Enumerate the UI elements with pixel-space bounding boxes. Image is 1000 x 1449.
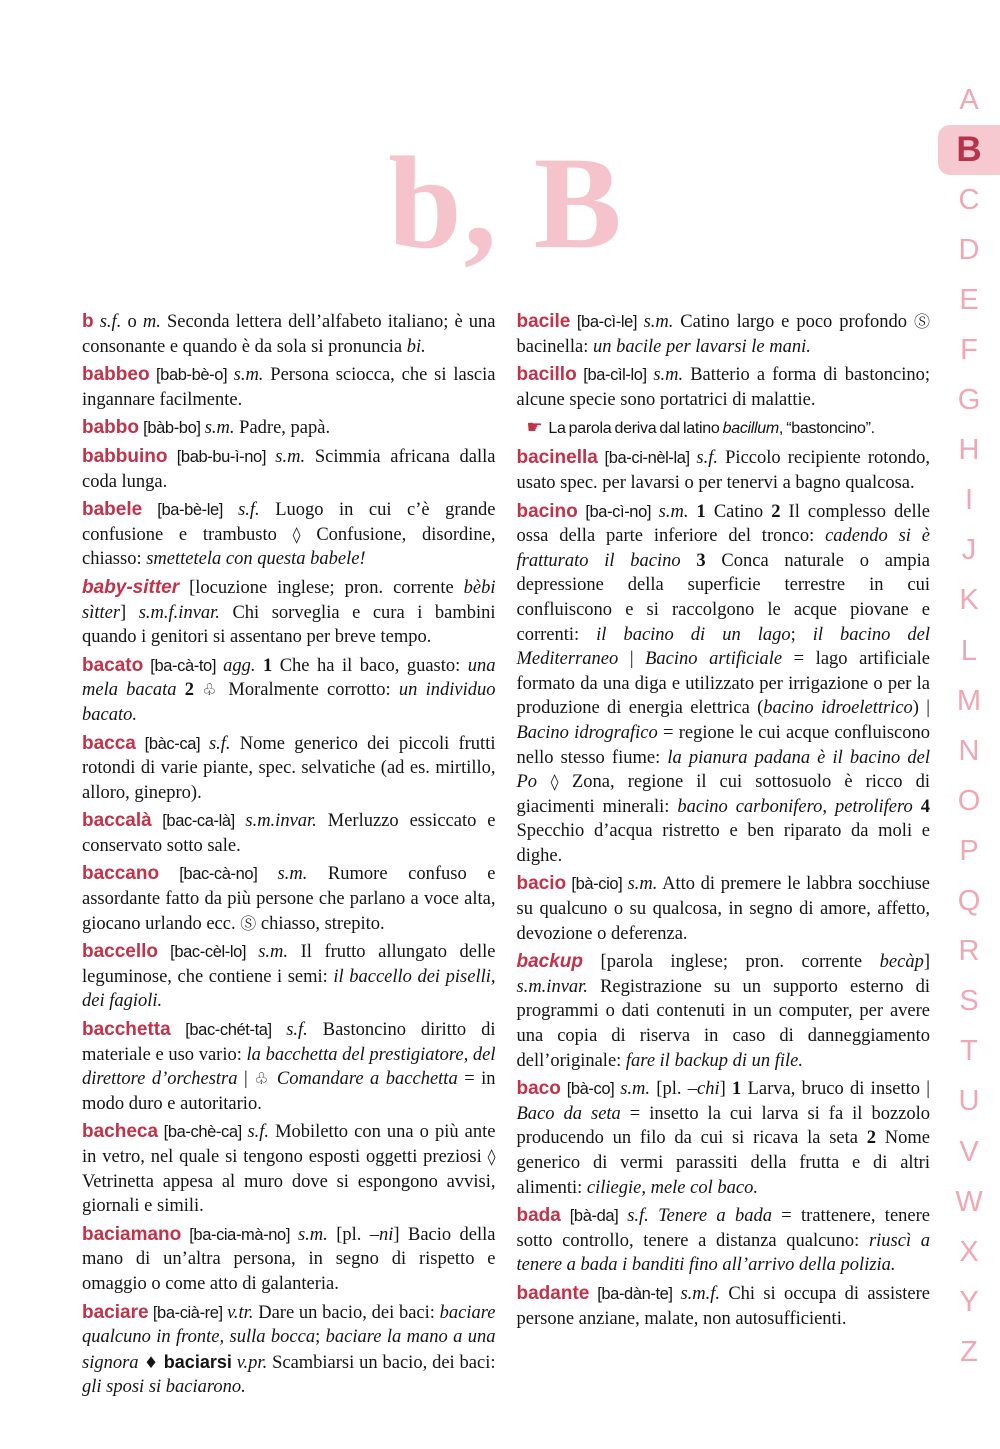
- example-text: una mela bacata: [82, 655, 496, 701]
- sense-number: 2: [176, 680, 203, 701]
- headword: baccano: [82, 863, 160, 885]
- headword: bacile: [516, 311, 571, 332]
- note-text: La parola deriva dal latino: [548, 420, 723, 438]
- definition-text: Chi si occupa di assistere persone anziane, malate, non autosufficienti.: [516, 1283, 931, 1329]
- definition-text: ]: [719, 1079, 733, 1100]
- index-letter-t[interactable]: T: [960, 1035, 978, 1068]
- pronunciation: [ba-cì-le]: [570, 313, 644, 331]
- part-of-speech: m.: [142, 312, 161, 332]
- index-letter-c[interactable]: C: [958, 183, 980, 216]
- part-of-speech: s.f.: [238, 500, 260, 521]
- etymology-note: [517, 416, 931, 441]
- pronunciation: [ba-cìl-lo]: [576, 366, 654, 385]
- index-letter-x[interactable]: X: [959, 1235, 979, 1268]
- part-of-speech: s.m.f.invar.: [138, 602, 220, 623]
- pronunciation: [bab-bu-ì-no]: [167, 447, 276, 466]
- sense-number: 1: [255, 655, 280, 676]
- part-of-speech: s.m.: [653, 365, 684, 386]
- sense-number: 2: [771, 501, 789, 522]
- pronunciation: [bac-ca-là]: [151, 812, 246, 831]
- part-of-speech: v.pr.: [231, 1352, 268, 1373]
- pronunciation: [bab-bè-o]: [149, 366, 234, 385]
- left-column: [82, 310, 496, 1404]
- example-text: bi.: [406, 336, 426, 357]
- definition-text: = regione le cui acque confluiscono nello stesso fiume:: [516, 722, 930, 768]
- headword: bacillo: [516, 364, 577, 386]
- definition-text: Atto di premere le labbra socchiuse su qualcuno o su qualcosa, in segno di amore, affetto, devozione o deferenza.: [516, 874, 930, 944]
- headword: babele: [82, 499, 143, 521]
- index-letter-y[interactable]: Y: [959, 1285, 979, 1318]
- example-text: becàp: [879, 952, 924, 973]
- headword: baciare: [82, 1301, 149, 1323]
- symbol-icon: ◊: [487, 1147, 496, 1166]
- entry-baccala: [82, 809, 496, 858]
- part-of-speech: s.m.: [204, 418, 235, 439]
- example-text: bacino idroelettrico: [763, 698, 913, 719]
- headword: bacinella: [516, 447, 598, 469]
- pronunciation: [ba-bè-le]: [142, 501, 239, 520]
- part-of-speech: s.m.: [297, 1224, 328, 1245]
- example-text: smettetela con questa babele!: [146, 549, 366, 570]
- sense-number: 1: [732, 1079, 748, 1100]
- index-letter-h[interactable]: H: [958, 434, 980, 467]
- definition-text: Registrazione su un supporto esterno di programmi o dati contenuti in un computer, per avere una copia di riserva in caso di danneggiamento dell’originale:: [516, 976, 930, 1071]
- pronunciation: [ba-cià-re]: [148, 1303, 228, 1322]
- entry-baciare: [82, 1301, 496, 1400]
- entry-bacio: [517, 872, 931, 946]
- symbol-icon: ◊: [537, 772, 572, 792]
- part-of-speech: s.f.: [208, 733, 231, 754]
- entry-badante: [517, 1282, 931, 1331]
- pronunciation: [bac-chét-ta]: [170, 1021, 287, 1040]
- etymology-manicule-icon: ☛: [526, 417, 543, 439]
- definition-text: Il complesso delle ossa della parte inferiore del tronco:: [516, 501, 931, 547]
- headword: baby-sitter: [82, 576, 180, 598]
- part-of-speech: s.f.: [93, 312, 122, 332]
- index-letter-d[interactable]: D: [958, 233, 980, 266]
- index-letter-z[interactable]: Z: [960, 1335, 978, 1368]
- definition-text: |: [618, 649, 646, 670]
- example-text: ciliegie, mele col baco.: [586, 1177, 758, 1198]
- definition-text: chiasso, strepito.: [256, 913, 385, 934]
- pronunciation: [bàc-ca]: [135, 734, 209, 753]
- definition-text: Nome generico dei piccoli frutti rotondi di varie piante, spec. selvatiche (ad es. mirtillo, alloro, ginepro).: [82, 733, 496, 803]
- definition-text: ]: [923, 952, 930, 973]
- definition-text: Rumore confuso e assordante fatto da più persone che parlano a voce alta, giocano urlando ecc.: [82, 864, 496, 934]
- symbol-icon: Ⓢ: [240, 913, 257, 933]
- entry-babele: [82, 498, 496, 572]
- entry-bada: [517, 1204, 931, 1278]
- index-letter-n[interactable]: N: [958, 734, 980, 767]
- entry-bacile: [517, 310, 931, 359]
- entry-baco: [517, 1077, 931, 1200]
- example-text: Baco da seta: [516, 1103, 621, 1124]
- definition-text: [pl.: [650, 1079, 688, 1100]
- definition-text: Mobiletto con una o più ante in vetro, nel quale si tengono esposti oggetti preziosi: [82, 1122, 496, 1167]
- definition-text: Confusione, disordine, chiasso:: [82, 524, 496, 570]
- definition-text: ] Bacio della mano di un’altra persona, in segno di rispetto e omaggio o come atto di galanteria.: [82, 1224, 496, 1294]
- example-text: baciare la mano a una signora: [82, 1327, 496, 1373]
- definition-text: Piccolo recipiente rotondo, usato spec. per lavarsi o per tenervi a bagno qualcosa.: [516, 448, 930, 493]
- headword: baco: [516, 1078, 561, 1100]
- example-text: il bacino di un lago: [596, 624, 791, 645]
- alphabet-index: [938, 75, 1000, 1377]
- entry-bacillo: [517, 363, 931, 412]
- definition-text: Scimmia africana dalla coda lunga.: [82, 446, 496, 492]
- headword: baccello: [82, 941, 159, 963]
- index-letter-o[interactable]: O: [957, 784, 981, 817]
- definition-text: Scambiarsi un bacio, dei baci:: [267, 1352, 496, 1373]
- symbol-icon: Ⓢ: [913, 312, 930, 331]
- part-of-speech: s.f.: [286, 1020, 308, 1041]
- headword: babbo: [82, 417, 139, 439]
- part-of-speech: s.m.f.: [680, 1283, 721, 1304]
- sense-number: 3: [680, 550, 722, 571]
- example-text: la bacchetta del prestigiatore, del direttore d’orchestra: [82, 1044, 496, 1090]
- entry-bacchetta: [82, 1018, 496, 1116]
- definition-text: ) |: [912, 698, 930, 719]
- pronunciation: [ba-ci-nèl-la]: [597, 449, 697, 468]
- section-title: b, B: [388, 129, 624, 276]
- part-of-speech: s.m.: [643, 312, 674, 332]
- example-text: cadendo si è fratturato il bacino: [516, 526, 930, 571]
- part-of-speech: s.m.: [258, 942, 289, 963]
- part-of-speech: s.f.: [696, 448, 718, 469]
- definition-text: o: [121, 312, 143, 332]
- headword: bacino: [516, 500, 578, 522]
- index-letter-e[interactable]: E: [959, 283, 979, 316]
- entry-bacinella: [517, 446, 931, 495]
- pronunciation: [bàb-bo]: [139, 419, 205, 438]
- example-text: fare il backup di un file.: [625, 1050, 804, 1071]
- part-of-speech: v.tr.: [227, 1302, 254, 1323]
- example-text: Comandare a bacchetta: [270, 1069, 458, 1090]
- part-of-speech: s.m.invar.: [245, 811, 317, 832]
- index-letter-s[interactable]: S: [959, 985, 979, 1018]
- definition-text: Bastoncino diritto di materiale e uso vario:: [82, 1020, 496, 1065]
- headword: bacheca: [82, 1121, 159, 1143]
- definition-text: Batterio a forma di bastoncino; alcune specie sono portatrici di malattie.: [516, 365, 930, 410]
- pronunciation: [bac-cà-no]: [159, 865, 278, 884]
- definition-text: Catino: [713, 501, 772, 522]
- part-of-speech: s.m.: [275, 446, 306, 467]
- headword: b: [82, 311, 94, 332]
- index-letter-m[interactable]: M: [956, 684, 982, 717]
- definition-text: Seconda lettera dell’alfabeto italiano; è una consonante e quando è da sola si pronuncia: [82, 312, 496, 357]
- symbol-icon: ♧: [202, 680, 221, 700]
- sense-number: 1: [688, 501, 714, 522]
- definition-text: |: [237, 1069, 255, 1090]
- definition-text: Che ha il baco, guasto:: [279, 655, 468, 676]
- index-letter-v[interactable]: V: [959, 1135, 979, 1168]
- index-letter-q[interactable]: Q: [957, 885, 981, 918]
- part-of-speech: s.m.invar.: [516, 976, 588, 997]
- headword: badante: [516, 1282, 590, 1304]
- example-text: –ni: [369, 1224, 394, 1245]
- example-text: un individuo bacato.: [82, 680, 496, 725]
- headword: babbuino: [82, 445, 168, 467]
- headword: bacca: [82, 732, 136, 754]
- pronunciation: [ba-dàn-te]: [589, 1284, 681, 1303]
- headword: babbeo: [82, 364, 150, 386]
- definition-text: = in modo duro e autoritario.: [82, 1069, 496, 1114]
- headword: bada: [516, 1205, 561, 1227]
- headword: bacio: [516, 873, 567, 895]
- part-of-speech: s.m.: [233, 365, 264, 386]
- definition-text: Luogo in cui c’è grande confusione e trambusto: [82, 500, 496, 545]
- example-text: riuscì a tenere a bada i banditi fino all’arrivo della polizia.: [516, 1230, 931, 1276]
- entry-bacheca: [82, 1120, 496, 1218]
- symbol-icon: ♦: [138, 1352, 164, 1372]
- entry-backup: [517, 950, 931, 1073]
- part-of-speech: s.m.: [627, 874, 658, 895]
- pronunciation: [bac-cèl-lo]: [158, 943, 259, 962]
- part-of-speech: s.m.: [620, 1079, 650, 1100]
- definition-text: Il frutto allungato delle leguminose, che contiene i semi:: [82, 942, 496, 987]
- pronunciation: [bà-co]: [560, 1080, 621, 1099]
- sense-number: 2: [866, 1128, 885, 1149]
- definition-text: Larva, bruco di insetto |: [747, 1079, 930, 1100]
- definition-text: ;: [315, 1327, 326, 1348]
- headword: bacchetta: [82, 1019, 171, 1041]
- definition-text: Chi sorveglia e cura i bambini quando i genitori si assentano per breve tempo.: [82, 602, 496, 648]
- example-text: il baccello dei piselli, dei fagioli.: [82, 966, 496, 1012]
- index-letter-j[interactable]: J: [961, 534, 977, 567]
- headword: backup: [516, 951, 584, 973]
- example-text: –chi: [687, 1079, 720, 1100]
- symbol-icon: ♧: [254, 1069, 271, 1089]
- note-italic: bacillum: [722, 420, 779, 438]
- definition-text: Dare un bacio, dei baci:: [253, 1302, 440, 1323]
- entry-baciamano: [82, 1223, 496, 1297]
- pronunciation: [ba-chè-ca]: [158, 1123, 248, 1142]
- headword: baccalà: [82, 810, 152, 832]
- example-text: baciare qualcuno in fronte, sulla bocca: [82, 1302, 496, 1348]
- entry-bacino: [517, 500, 931, 869]
- definition-text: Catino largo e poco profondo: [673, 312, 914, 332]
- part-of-speech: s.f.: [247, 1122, 270, 1143]
- pronunciation: [bà-da]: [560, 1207, 628, 1226]
- index-letter-b[interactable]: B: [938, 125, 1000, 175]
- index-letter-f[interactable]: F: [960, 334, 978, 367]
- example-text: la pianura padana è il bacino del Po: [516, 747, 930, 793]
- definition-text: = trattenere, tenere sotto controllo, tenere a distanza qualcuno:: [516, 1206, 930, 1251]
- definition-text: ]: [120, 602, 139, 623]
- entry-baccello: [82, 940, 496, 1014]
- symbol-icon: ◊: [292, 524, 301, 544]
- headword: baciamano: [82, 1223, 182, 1245]
- definition-text: Zona, regione il cui sottosuolo è ricco di giacimenti minerali:: [516, 772, 930, 817]
- entry-babbo: [82, 416, 496, 441]
- entry-baccano: [82, 862, 496, 936]
- definition-text: ;: [790, 624, 813, 645]
- sub-headword: baciarsi: [163, 1351, 232, 1372]
- sense-number: 4: [912, 796, 930, 817]
- definition-text: = lago artificiale formato da una diga e utilizzato per irrigazione o per la produzione di energia elettrica (: [516, 649, 930, 719]
- definition-text: Specchio d’acqua ristretto e ben riparato da moli e dighe.: [516, 821, 930, 866]
- pronunciation: [ba-cì-no]: [577, 502, 659, 521]
- definition-text: Padre, papà.: [234, 418, 331, 439]
- index-letter-w[interactable]: W: [955, 1185, 983, 1218]
- pronunciation: [ba-cà-to]: [143, 656, 224, 675]
- pronunciation: [bà-cio]: [566, 875, 628, 894]
- definition-text: Vetrinetta appesa al muro dove si espongono avvisi, giornali e simili.: [82, 1171, 496, 1217]
- example-text: un bacile per lavarsi le mani.: [593, 336, 811, 357]
- index-letter-u[interactable]: U: [958, 1085, 980, 1118]
- example-text: Tenere a bada: [648, 1206, 772, 1227]
- part-of-speech: s.m.: [277, 864, 308, 885]
- entry-bacca: [82, 732, 496, 806]
- definition-text: bacinella:: [516, 336, 594, 357]
- entry-baby-sitter: [82, 576, 496, 650]
- part-of-speech: s.m.: [658, 501, 689, 522]
- entry-b: [82, 310, 496, 359]
- definition-text: [pl.: [327, 1224, 370, 1245]
- pronunciation: [ba-cia-mà-no]: [181, 1225, 298, 1244]
- index-letter-l[interactable]: L: [960, 634, 978, 667]
- note-text: , “bastoncino”.: [778, 420, 875, 438]
- entries-columns: [82, 310, 930, 1404]
- example-text: bacino carbonifero, petrolifero: [677, 796, 913, 817]
- entry-babbuino: [82, 445, 496, 494]
- index-letter-p[interactable]: P: [959, 834, 979, 867]
- example-text: gli sposi si baciarono.: [82, 1377, 246, 1398]
- definition-text: Persona sciocca, che si lascia ingannare facilmente.: [82, 365, 496, 410]
- definition-text: [parola inglese; pron. corrente: [583, 952, 880, 973]
- definition-text: Merluzzo essiccato e conservato sotto sale.: [82, 811, 496, 856]
- index-letter-a[interactable]: A: [959, 83, 979, 116]
- example-text: il bacino del Mediterraneo: [516, 624, 931, 670]
- right-column: [517, 310, 931, 1335]
- definition-text: Nome generico di vermi parassiti della frutta e di altri alimenti:: [516, 1128, 930, 1198]
- definition-text: [locuzione inglese; pron. corrente: [179, 577, 464, 598]
- entry-babbeo: [82, 363, 496, 412]
- example-text: Bacino artificiale: [645, 649, 783, 670]
- definition-text: = insetto la cui larva si fa il bozzolo producendo un filo da cui si ricava la seta: [516, 1103, 931, 1149]
- index-letter-i[interactable]: I: [964, 484, 974, 517]
- index-letter-g[interactable]: G: [957, 384, 981, 417]
- definition-text: Conca naturale o ampia depressione della superficie terrestre in cui confluiscono e si raccolgono le acque piovane e correnti:: [516, 550, 930, 645]
- part-of-speech: s.f.: [627, 1206, 649, 1227]
- headword: bacato: [82, 654, 144, 676]
- part-of-speech: agg.: [223, 655, 256, 676]
- definition-text: Moralmente corrotto:: [220, 680, 399, 701]
- index-letter-r[interactable]: R: [958, 935, 980, 968]
- index-letter-k[interactable]: K: [959, 584, 979, 617]
- example-text: Bacino idrografico: [516, 722, 658, 743]
- example-text: bèbi sìtter: [82, 577, 496, 623]
- entry-bacato: [82, 654, 496, 728]
